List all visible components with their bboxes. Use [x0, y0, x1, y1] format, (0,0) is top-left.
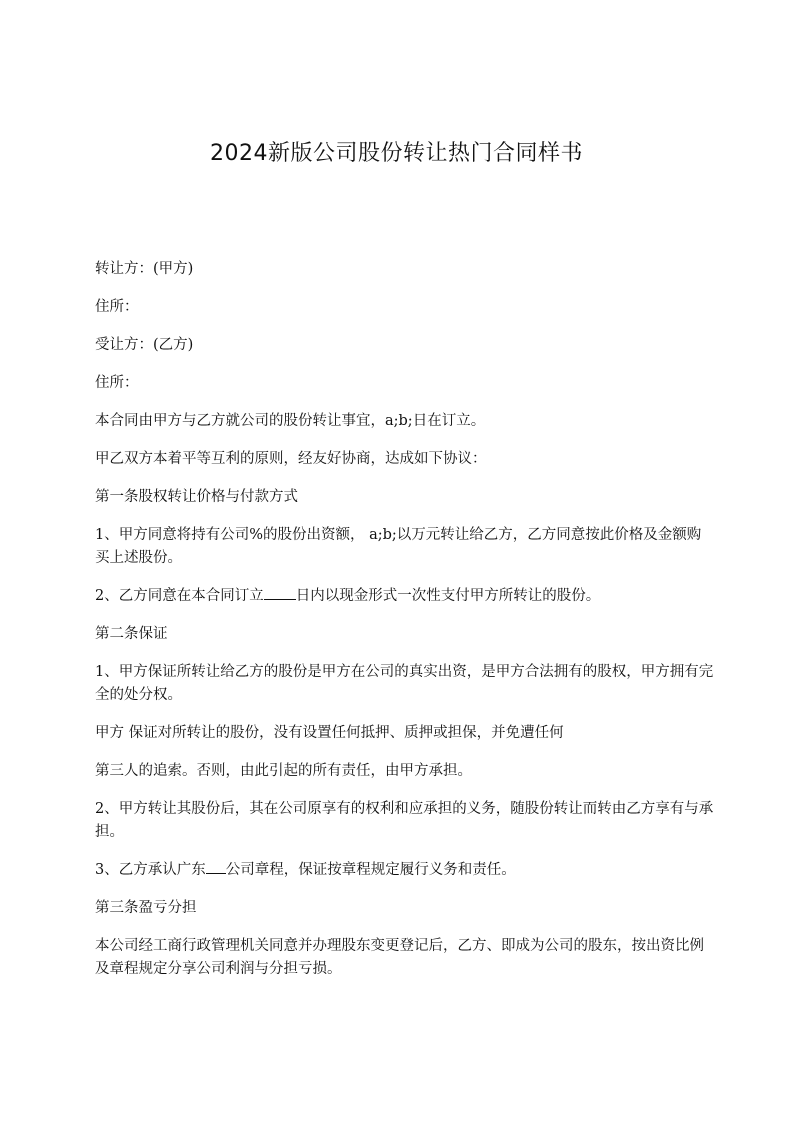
clause-2-1-liability: 第三人的追索。否则，由此引起的所有责任，由甲方承担。: [95, 763, 472, 779]
clause-2-2: 2、甲方转让其股份后，其在公司原享有的权利和应承担的义务，随股份转让而转由乙方享有与承担。: [95, 801, 714, 840]
paragraph-transferor: 转让方：(甲方): [95, 261, 194, 277]
clause-1-2-before: 2、乙方同意在本合同订立: [95, 588, 264, 604]
paragraph-transferor-address: 住所：: [95, 299, 139, 315]
clause-2-3-after: 公司章程，保证按章程规定履行义务和责任。: [225, 862, 516, 878]
section-heading-1: 第一条股权转让价格与付款方式: [95, 489, 298, 505]
clause-1-2-after: 日内以现金形式一次性支付甲方所转让的股份。: [295, 588, 601, 604]
section-heading-2: 第二条保证: [95, 626, 168, 642]
clause-2-1-guarantee: 甲方 保证对所转让的股份，没有设置任何抵押、质押或担保，并免遭任何: [95, 725, 564, 741]
clause-1-2: [95, 585, 715, 608]
section-heading-3: 第三条盈亏分担: [95, 900, 197, 916]
document-body: [95, 258, 715, 996]
paragraph-intro: 本合同由甲方与乙方就公司的股份转让事宜，a;b;日在订立。: [95, 413, 486, 429]
clause-1-1: 1、甲方同意将持有公司%的股份出资额， a;b;以万元转让给乙方，乙方同意按此价格及金额购买上述股份。: [95, 527, 702, 566]
document-title: 2024新版公司股份转让热门合同样书: [210, 141, 583, 166]
clause-2-1: 1、甲方保证所转让给乙方的股份是甲方在公司的真实出资，是甲方合法拥有的股权，甲方拥有完全的处分权。: [95, 664, 714, 703]
paragraph-agreement: 甲乙双方本着平等互利的原则，经友好协商，达成如下协议：: [95, 451, 487, 467]
blank-line: [264, 585, 296, 600]
paragraph-transferee: 受让方：(乙方): [95, 337, 194, 353]
clause-3-1: 本公司经工商行政管理机关同意并办理股东变更登记后，乙方、即成为公司的股东，按出资比例及章程规定分享公司利润与分担亏损。: [95, 938, 704, 977]
paragraph-transferee-address: 住所：: [95, 375, 139, 391]
clause-2-3-before: 3、乙方承认广东: [95, 862, 206, 878]
blank-line: [206, 859, 226, 874]
clause-2-3: [95, 859, 715, 882]
